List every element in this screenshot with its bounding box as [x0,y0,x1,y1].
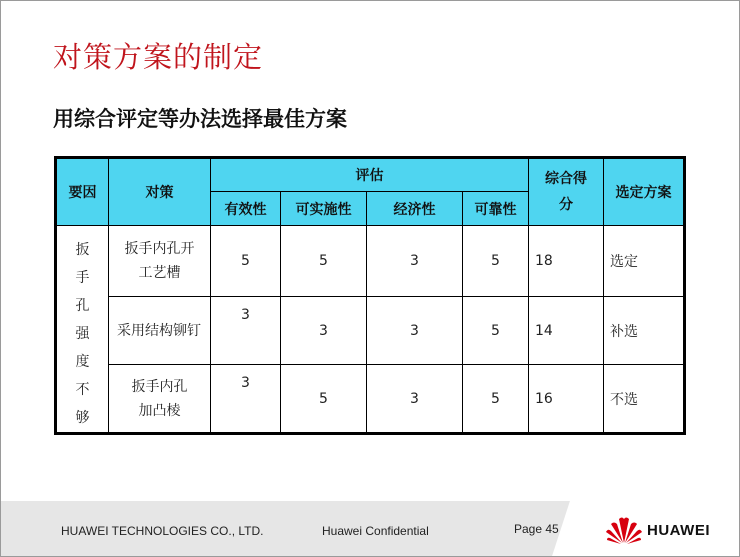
slide-subtitle: 用综合评定等办法选择最佳方案 [53,107,347,131]
score-cell: 3 [367,365,463,434]
table-row [56,296,685,365]
decision-cell: 选定 [604,226,685,297]
header-total: 综合得分 [529,158,604,226]
cause-text: 扳手孔强度不够 [75,242,90,426]
header-cause: 要因 [56,158,109,226]
score-cell: 3 [211,296,281,365]
score-cell: 3 [281,296,367,365]
measure-cell: 扳手内孔开工艺槽 [109,226,211,297]
slide-title: 对策方案的制定 [53,40,264,74]
score-cell: 3 [367,296,463,365]
header-effectiveness: 有效性 [211,192,281,226]
header-evaluation: 评估 [211,158,529,192]
header-decision: 选定方案 [604,158,685,226]
score-cell: 5 [463,296,529,365]
decision-cell: 补选 [604,296,685,365]
header-measure: 对策 [109,158,211,226]
score-cell: 5 [463,226,529,297]
footer-confidential: Huawei Confidential [322,524,429,538]
score-cell: 5 [281,365,367,434]
score-cell: 5 [281,226,367,297]
total-cell: 14 [529,296,604,365]
score-cell: 5 [211,226,281,297]
footer-page-number: Page 45 [514,522,559,536]
cause-cell [56,226,109,434]
header-reliability: 可靠性 [463,192,529,226]
table-row [56,226,685,297]
total-cell: 18 [529,226,604,297]
header-economy: 经济性 [367,192,463,226]
huawei-logo-icon [605,515,643,545]
footer-company: HUAWEI TECHNOLOGIES CO., LTD. [61,524,264,538]
total-cell: 16 [529,365,604,434]
table-row [56,365,685,434]
measure-cell: 采用结构铆钉 [109,296,211,365]
footer-logo-text: HUAWEI [647,522,710,539]
evaluation-table [54,156,686,435]
score-cell: 5 [463,365,529,434]
measure-cell: 扳手内孔加凸棱 [109,365,211,434]
score-cell: 3 [211,365,281,434]
header-feasibility: 可实施性 [281,192,367,226]
score-cell: 3 [367,226,463,297]
decision-cell: 不选 [604,365,685,434]
